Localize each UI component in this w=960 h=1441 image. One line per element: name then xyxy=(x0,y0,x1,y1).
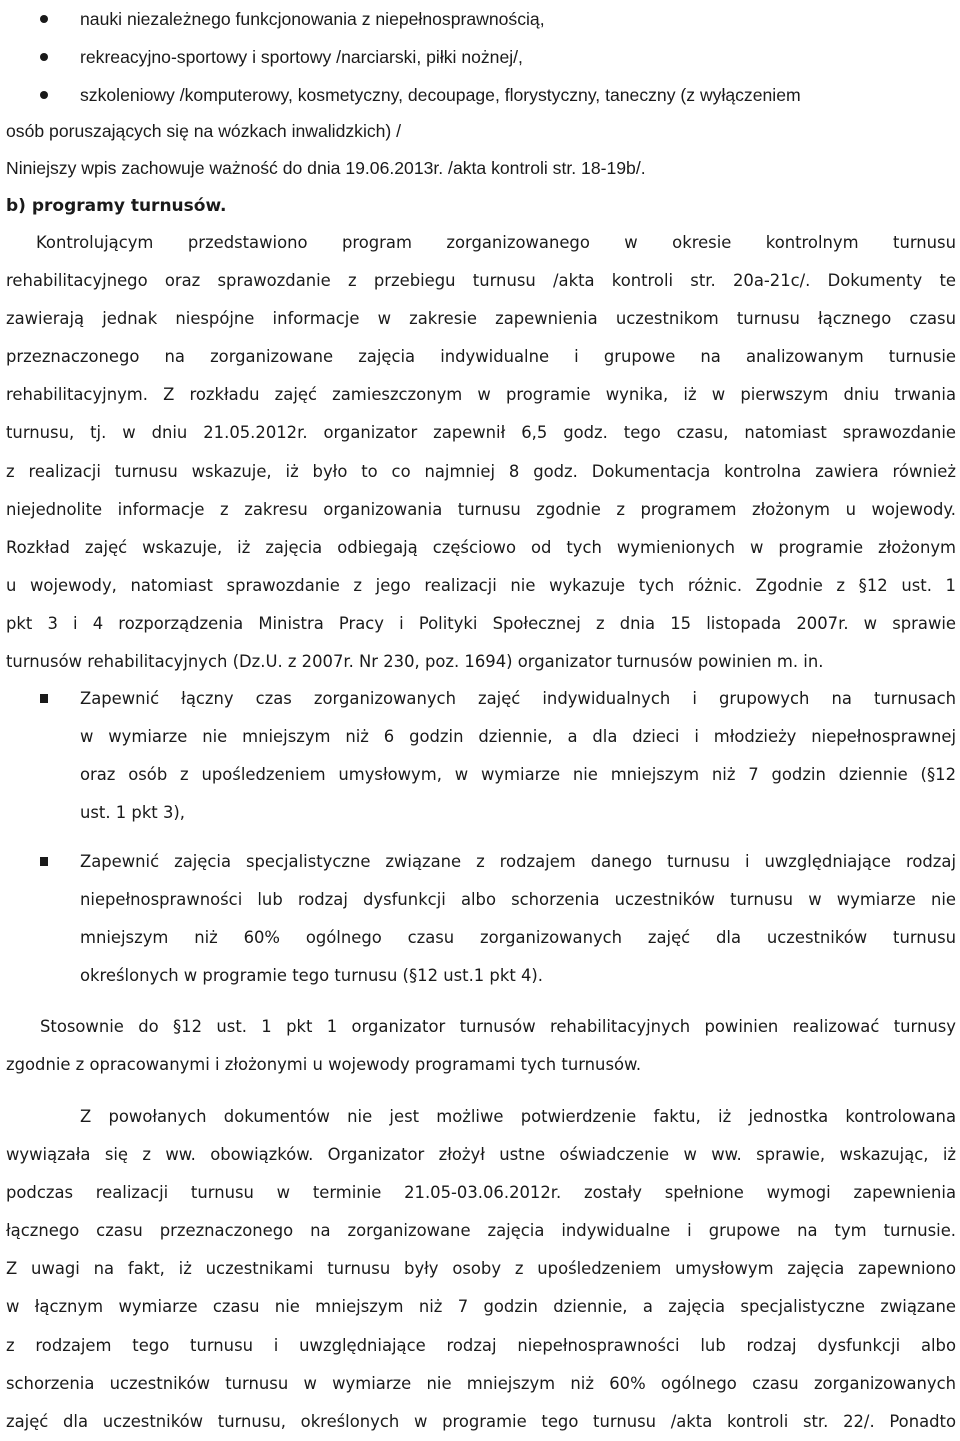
bullet-icon xyxy=(40,91,48,99)
paragraph-findings xyxy=(6,1098,956,1441)
paragraph-line: Stosownie do §12 ust. 1 pkt 1 organizator turnusów rehabilitacyjnych powinien realizować turnusy xyxy=(40,1017,956,1036)
square-bullet-icon xyxy=(40,857,48,866)
requirement-line: oraz osób z upośledzeniem umysłowym, w wymiarze nie mniejszym niż 7 godzin dziennie (§12 xyxy=(80,765,956,785)
paragraph-program-review xyxy=(6,224,956,681)
requirement-line: Zapewnić łączny czas zorganizowanych zajęć indywidualnych i grupowych na turnusach xyxy=(80,689,956,708)
paragraph-line: niejednolite informacje z zakresu organizowania turnusu zgodnie z programem złożonym u wojewody. xyxy=(6,499,956,519)
paragraph-line: rehabilitacyjnym. Z rozkładu zajęć zamieszczonym w programie wynika, iż w pierwszym dniu trwania xyxy=(6,385,956,405)
paragraph-line: zawierają jednak niespójne informacje w zakresie zapewnienia uczestnikom turnusu łącznego czasu xyxy=(6,309,956,329)
list-item-text: rekreacyjno-sportowy i sportowy /narciarski, piłki nożnej/, xyxy=(80,47,523,67)
requirement-line: niepełnosprawności lub rodzaj dysfunkcji albo schorzenia uczestników turnusu w wymiarze nie xyxy=(80,890,956,910)
paragraph-line: z rodzajem tego turnusu i uwzględniające rodzaj niepełnosprawności lub rodzaj dysfunkcji albo xyxy=(6,1335,956,1355)
paragraph-line: wywiązała się z ww. obowiązków. Organizator złożył ustne oświadczenie w ww. sprawie, wskazując, iż xyxy=(6,1145,956,1165)
requirement-line: w wymiarze nie mniejszym niż 6 godzin dziennie, a dla dzieci i młodzieży niepełnosprawnej xyxy=(80,727,956,747)
paragraph-line: Rozkład zajęć wskazuje, iż zajęcia odbiegają częściowo od tych wymienionych w programie złożonym xyxy=(6,537,956,557)
requirement-line: określonych w programie tego turnusu (§12 ust.1 pkt 4). xyxy=(80,966,543,986)
paragraph-line: łącznego czasu przeznaczonego na zorganizowane zajęcia indywidualne i grupowe na tym turnusie. xyxy=(6,1221,956,1241)
paragraph-line: w łącznym wymiarze czasu nie mniejszym niż 7 godzin dziennie, a zajęcia specjalistyczne związane xyxy=(6,1297,956,1317)
paragraph-line: rehabilitacyjnego oraz sprawozdanie z przebiegu turnusu /akta kontroli str. 20a-21c/. Dokumenty te xyxy=(6,271,956,291)
list-item-text: nauki niezależnego funkcjonowania z niepełnosprawnością, xyxy=(80,9,545,29)
paragraph-line: pkt 3 i 4 rozporządzenia Ministra Pracy i Polityki Społecznej z dnia 15 listopada 2007r. w sprawie xyxy=(6,613,956,633)
bullet-icon xyxy=(40,53,48,61)
paragraph-line: Z powołanych dokumentów nie jest możliwe potwierdzenie faktu, iż jednostka kontrolowana xyxy=(80,1107,956,1126)
paragraph-line: schorzenia uczestników turnusu w wymiarze nie mniejszym niż 60% ogólnego czasu zorganizowanych xyxy=(6,1373,956,1393)
paragraph-line: Kontrolującym przedstawiono program zorganizowanego w okresie kontrolnym turnusu xyxy=(36,233,956,252)
paragraph-line: zajęć dla uczestników turnusu, określonych w programie tego turnusu /akta kontroli str. 22/. Ponadto xyxy=(6,1411,956,1431)
square-bullet-icon xyxy=(40,694,48,703)
bullet-icon xyxy=(40,15,48,23)
paragraph-obligation xyxy=(6,1008,956,1084)
requirement-text xyxy=(80,843,956,995)
paragraph-line: podczas realizacji turnusu w terminie 21.05-03.06.2012r. zostały spełnione wymogi zapewnienia xyxy=(6,1183,956,1203)
requirement-line: mniejszym niż 60% ogólnego czasu zorganizowanych zajęć dla uczestników turnusu xyxy=(80,928,956,948)
paragraph-line: turnusu, tj. w dniu 21.05.2012r. organizator zapewnił 6,5 godz. tego czasu, natomiast sprawozdanie xyxy=(6,423,956,443)
validity-note: Niniejszy wpis zachowuje ważność do dnia 19.06.2013r. /akta kontroli str. 18-19b/. xyxy=(6,158,646,178)
requirement-text xyxy=(80,680,956,832)
requirement-line: ust. 1 pkt 3), xyxy=(80,803,185,823)
paragraph-line: turnusów rehabilitacyjnych (Dz.U. z 2007r. Nr 230, poz. 1694) organizator turnusów powinien m. in. xyxy=(6,652,824,672)
paragraph-line: zgodnie z opracowanymi i złożonymi u wojewody programami tych turnusów. xyxy=(6,1055,642,1075)
section-heading: b) programy turnusów. xyxy=(6,196,227,216)
requirement-line: Zapewnić zajęcia specjalistyczne związane z rodzajem danego turnusu i uwzględniające rodzaj xyxy=(80,852,956,871)
list-item-continuation: osób poruszających się na wózkach inwalidzkich) / xyxy=(6,121,402,141)
paragraph-line: z realizacji turnusu wskazuje, iż było to co najmniej 8 godz. Dokumentacja kontrolna zawiera również xyxy=(6,461,956,481)
paragraph-line: u wojewody, natomiast sprawozdanie z jego realizacji nie wykazuje tych różnic. Zgodnie z §12 ust. 1 xyxy=(6,575,956,595)
paragraph-line: przeznaczonego na zorganizowane zajęcia indywidualne i grupowe na analizowanym turnusie xyxy=(6,347,956,367)
list-item-text: szkoleniowy /komputerowy, kosmetyczny, decoupage, florystyczny, taneczny (z wyłączeniem xyxy=(80,85,801,105)
paragraph-line: Z uwagi na fakt, iż uczestnikami turnusu były osoby z upośledzeniem umysłowym zajęcia zapewniono xyxy=(6,1259,956,1279)
